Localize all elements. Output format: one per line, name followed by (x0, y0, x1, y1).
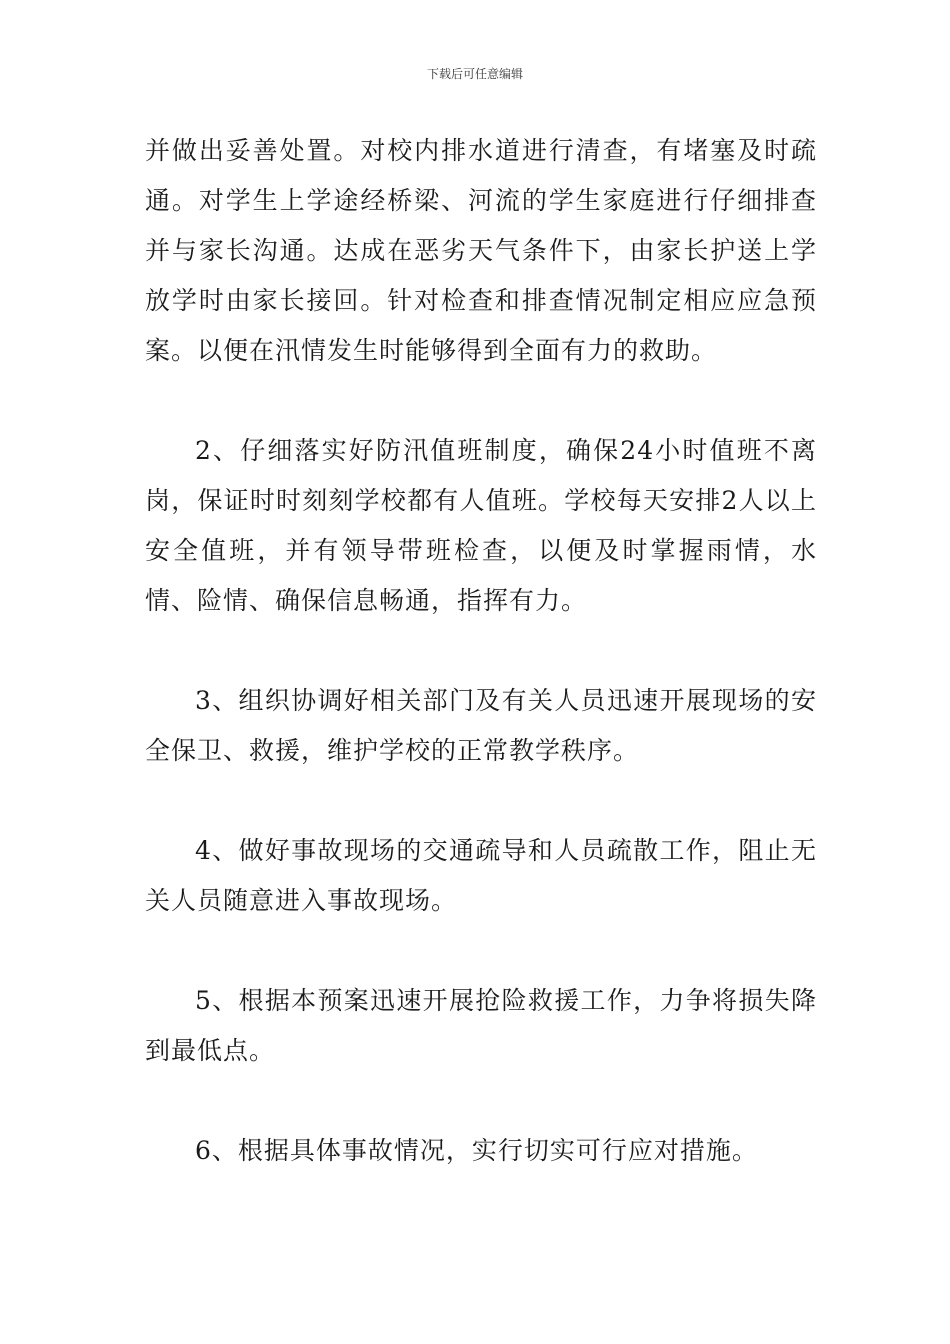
paragraph-item-2: 2、仔细落实好防汛值班制度，确保24小时值班不离岗，保证时时刻刻学校都有人值班。学校每天安排2人以上安全值班，并有领导带班检查，以便及时掌握雨情，水情、险情、确保信息畅通，指挥有力。 (145, 436, 817, 615)
paragraph-item-3: 3、组织协调好相关部门及有关人员迅速开展现场的安全保卫、救援，维护学校的正常教学秩序。 (145, 686, 817, 765)
paragraph-continued: 并做出妥善处置。对校内排水道进行清查，有堵塞及时疏通。对学生上学途经桥梁、河流的学生家庭进行仔细排查并与家长沟通。达成在恶劣天气条件下，由家长护送上学放学时由家长接回。针对检查和排查情况制定相应应急预案。以便在汛情发生时能够得到全面有力的救助。 (145, 136, 817, 365)
paragraph-item-4: 4、做好事故现场的交通疏导和人员疏散工作，阻止无关人员随意进入事故现场。 (145, 836, 817, 915)
paragraph-item-5: 5、根据本预案迅速开展抢险救援工作，力争将损失降到最低点。 (145, 986, 817, 1065)
paragraph-item-6: 6、根据具体事故情况，实行切实可行应对措施。 (195, 1136, 758, 1165)
page-header-note: 下载后可任意编辑 (426, 67, 523, 81)
document-body (145, 126, 817, 1176)
